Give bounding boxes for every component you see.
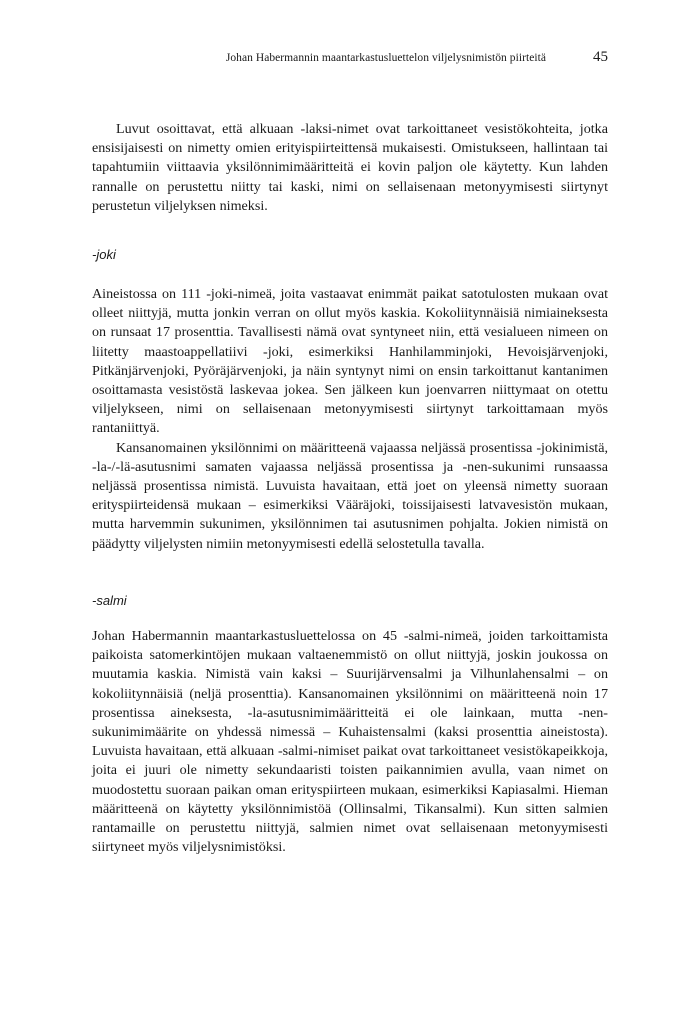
section-heading-joki: -joki [92, 247, 116, 262]
intro-section [92, 120, 608, 216]
running-title: Johan Habermannin maantarkastusluettelon viljelysnimistön piirteitä [225, 52, 546, 64]
joki-paragraph-1: Aineistossa on 111 -joki-nimeä, joita vastaavat enimmät paikat satotulosten mukaan ovat olleet niittyjä, mutta jonkin verran on ollut myös kaskia. Kokoliitynnäisiä nimiaineksesta on runsaat 17 prosenttia. Tavallisesti nämä ovat syntyneet niin, että vesialueen nimeen on liitetty maastoappellatiivi -joki, esimerkiksi Hanhilamminjoki, Hevoisjärvenjoki, Pitkänjärvenjoki, Pyöräjärvenjoki, ja näin syntynyt nimi on ensin tarkoittanut kantanimen osoittamasta vesistöstä laskevaa jokea. Sen jälkeen kun joenvarren niittymaat on otettu viljelykseen, nimi on sellaisenaan metonyymisesti siirtynyt tarkoittamaan myös rantaniittyä. [92, 286, 608, 437]
section-body-joki [92, 285, 608, 554]
running-header [92, 50, 608, 70]
section-heading-salmi: -salmi [92, 593, 127, 608]
intro-paragraph: Luvut osoittavat, että alkuaan -laksi-nimet ovat tarkoittaneet vesistökohteita, jotka ensisijaisesti on nimetty omien erityispiirteittensä mukaisesti. Omistukseen, hallintaan tai tapahtumiin viittaavia yksilönnimimääritteitä ei kovin paljon ole käytetty. Kun lahden rannalle on perustettu niitty tai kaski, nimi on sellaisenaan metonyymisesti siirtynyt perustetun viljelyksen nimeksi. [92, 121, 608, 214]
section-body-salmi [92, 627, 608, 857]
page-number: 45 [593, 49, 608, 65]
joki-paragraph-2: Kansanomainen yksilönnimi on määritteenä vajaassa neljässä prosentissa -jokinimistä, -la-/-lä-asutusnimi samaten vajaassa neljässä prosentissa ja -nen-sukunimi runsaassa neljässä prosentissa nimistä. Luvuista havaitaan, että joet on yleensä nimetty suoraan erityspiirteidensä mukaan – esimerkiksi Vääräjoki, toissijaisesti latvavesistön mukaan, mutta harvemmin sukunimen, yksilönnimen tai asutusnimen pohjalta. Jokien nimistä on päädytty viljelysten nimiin metonyymisesti edellä selostetulla tavalla. [92, 439, 608, 552]
salmi-paragraph-1: Johan Habermannin maantarkastusluettelossa on 45 -salmi-nimeä, joiden tarkoittamista paikoista satomerkintöjen mukaan valtaenemmistö on ollut niittyjä, joskin joukossa on muutamia kaskia. Nimistä vain kaksi – Suurijärvensalmi ja Vilhunlahensalmi – on kokoliitynnäisiä (neljä prosenttia). Kansanomainen yksilönnimi on määritteenä noin 17 prosentissa aineksesta, -la-asutusnimimääritteitä ei ole lainkaan, mutta -nen-sukunimimäärite on yhdessä nimessä – Kuhaistensalmi (kaksi prosenttia aineistosta). Luvuista havaitaan, että alkuaan -salmi-nimiset paikat ovat tarkoittaneet vesistökapeikkoja, joita ei juuri ole nimetty sekundaaristi toisten paikannimien avulla, vaan nimet on muodostettu suoraan paikan oman erityspiirteen mukaan, esimerkiksi Kapiasalmi. Hieman määritteenä on käytetty yksilönnimistöä (Ollinsalmi, Tikansalmi). Kun sitten salmien rantamaille on perustettu niittyjä, salmien nimet ovat sellaisenaan metonyymisesti siirtyneet myös viljelysnimistöksi. [92, 628, 608, 856]
